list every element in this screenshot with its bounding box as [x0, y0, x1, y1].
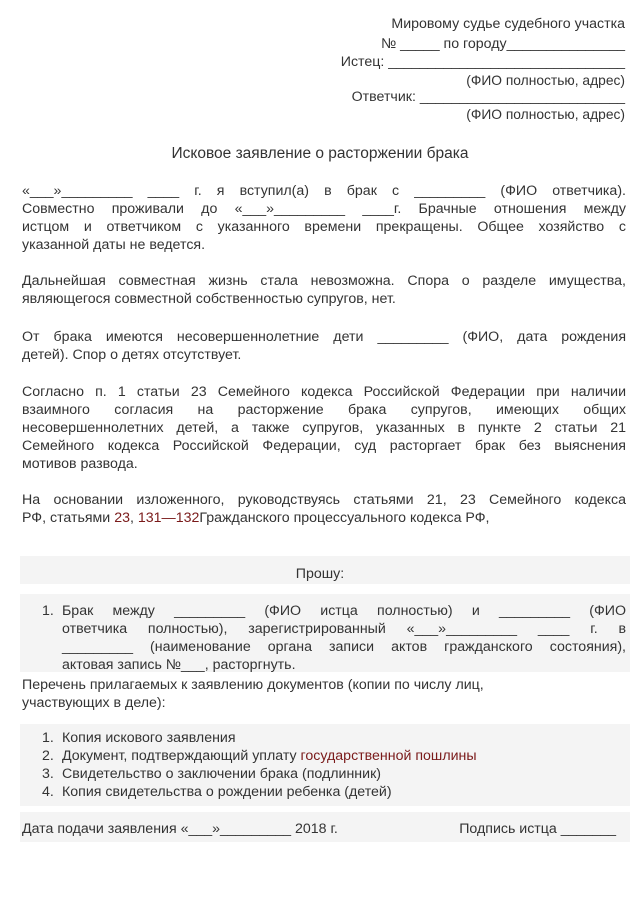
para1-line4: указанной даты не ведется. [22, 237, 206, 253]
attachment-item: Свидетельство о заключении брака (подлинник) [62, 766, 381, 782]
para3-line1: От брака имеются несовершеннолетние дети _________ (ФИО, дата рождения [22, 329, 626, 345]
request-heading: Прошу: [295, 566, 345, 582]
plaintiff-caption: (ФИО полностью, адрес) [466, 73, 625, 88]
para5-line1: На основании изложенного, руководствуясь статьями 21, 23 Семейного кодекса [22, 492, 626, 508]
para3-line2: детей). Спор о детях отсутствует. [22, 347, 242, 363]
para4-line4: Семейного кодекса Российской Федерации, суд расторгает брак без выяснения [22, 438, 626, 454]
defendant-caption: (ФИО полностью, адрес) [466, 107, 625, 122]
para2-line2: являющегося совместной собственностью супругов, нет. [22, 291, 396, 307]
attachments-intro-line1: Перечень прилагаемых к заявлению документов (копии по числу лиц, [22, 677, 484, 693]
attachment-item: Копия свидетельства о рождении ребенка (детей) [62, 784, 392, 800]
attachment-item: Документ, подтверждающий уплату государственной пошлины [62, 748, 477, 764]
attachment-number: 3. [42, 766, 54, 782]
attachment-number: 4. [42, 784, 54, 800]
attachment-number: 2. [42, 748, 54, 764]
plaintiff-line: Истец: ______________________________ [340, 54, 625, 70]
attachments-intro-line2: участвующих в деле): [22, 695, 166, 711]
defendant-line: Ответчик: __________________________ [351, 89, 625, 105]
request-item-number: 1. [42, 603, 54, 619]
submission-date: Дата подачи заявления «___»_________ 2018 г. [22, 821, 338, 837]
para4-line3: несовершеннолетних детей, а также супругов, указанных в пункте 2 статьи 21 [22, 420, 626, 436]
article-132-link[interactable]: 132 [175, 510, 200, 526]
para2-line1: Дальнейшая совместная жизнь стала невозможна. Спора о разделе имущества, [22, 273, 626, 289]
para1-line2: Совместно проживали до «___»_________ ____г. Брачные отношения между [22, 201, 626, 217]
request-line1: Брак между _________ (ФИО истца полностью) и _________ (ФИО [62, 603, 626, 619]
article-131-link[interactable]: 131 [137, 510, 162, 526]
para1-line1: «___»_________ ____ г. я вступил(а) в брак с _________ (ФИО ответчика). [22, 183, 626, 199]
state-fee-link[interactable]: государственной пошлины [300, 748, 477, 764]
request-line2: ответчика полностью), зарегистрированный «___»_________ ____ г. в [62, 621, 626, 637]
request-line4: актовая запись №___, расторгнуть. [62, 657, 296, 673]
para4-line5: мотивов развода. [22, 456, 138, 472]
para1-line3: истцом и ответчиком с указанного времени прекращены. Общее хозяйство с [22, 219, 626, 235]
article-23-link[interactable]: 23 [114, 510, 130, 526]
attachment-number: 1. [42, 730, 54, 746]
para5-line2: РФ, статьями 23, 131—132Гражданского процессуального кодекса РФ, [22, 510, 490, 526]
attachment-item: Копия искового заявления [62, 730, 236, 746]
para4-line2: взаимного согласия на расторжение брака супругов, имеющих общих [22, 402, 626, 418]
request-line3: _________ (наименование органа записи актов гражданского состояния), [62, 639, 626, 655]
para4-line1: Согласно п. 1 статьи 23 Семейного кодекса Российской Федерации при наличии [22, 384, 626, 400]
plaintiff-signature: Подпись истца _______ [459, 821, 616, 837]
addressee: Мировому судье судебного участка [391, 16, 625, 32]
court-number: № _____ по городу_______________ [380, 36, 625, 52]
document-title: Исковое заявление о расторжении брака [171, 145, 469, 162]
